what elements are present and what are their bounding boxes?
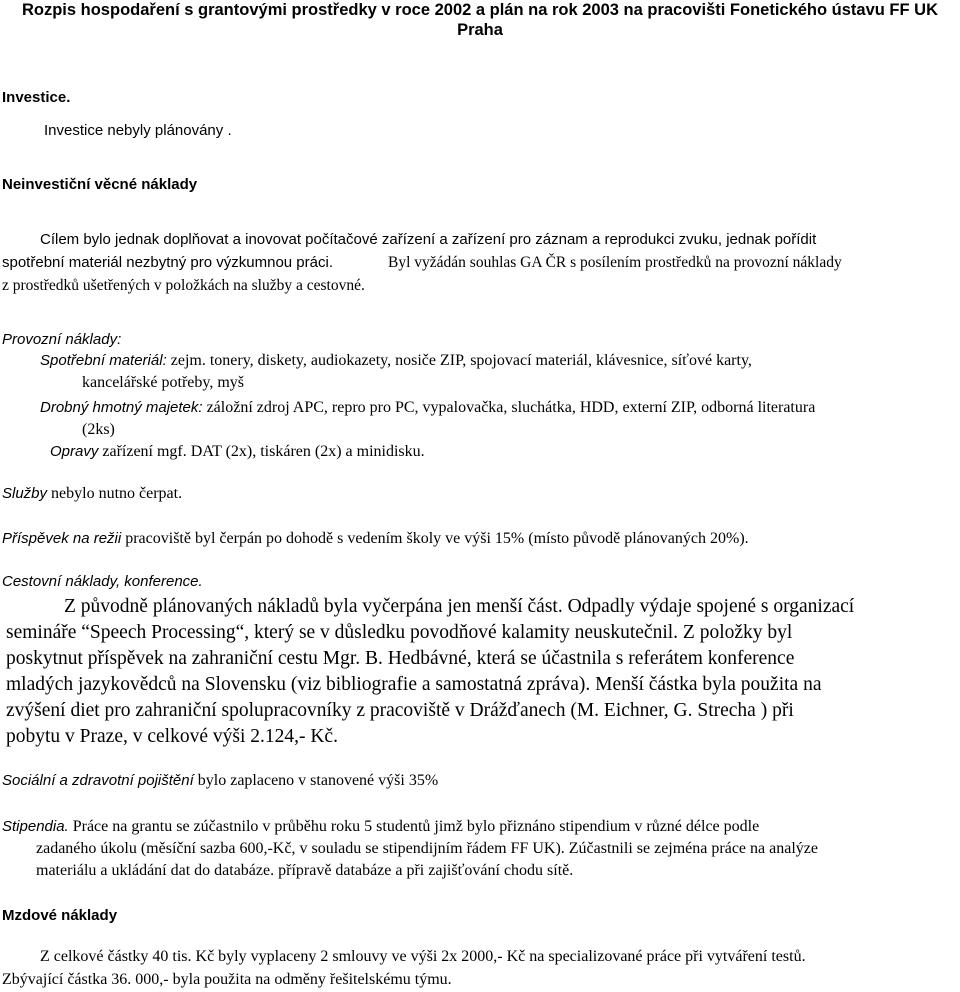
sluzby-text: nebylo nutno čerpat. [47,485,183,502]
provozni-heading: Provozní náklady: [2,331,122,348]
stipendia-row [2,817,759,837]
cestovni-line-4: mladých jazykovědců na Slovensku (viz bibliografie a samostatná zpráva). Menší částka byla použita na [6,674,822,695]
document-title: Rozpis hospodaření s grantovými prostředky v roce 2002 a plán na rok 2003 na pracovišti Fonetického ústavu FF UK [21,1,939,19]
cestovni-line-1: Z původně plánovaných nákladů byla vyčerpána jen menší část. Odpadly výdaje spojené s organizací [64,596,855,617]
neinvesticni-p1-line3: z prostředků ušetřených v položkách na služby a cestovné. [2,277,365,294]
cestovni-line-2: semináře “Speech Processing“, který se v důsledku povodňové kalamity neuskutečnil. Z položky byl [6,622,793,643]
mzdove-line2: Zbývající částka 36. 000,- byla použita na odměny řešitelskému týmu. [2,971,452,988]
socialni-row [2,771,438,791]
neinvesticni-heading: Neinvestiční věcné náklady [2,176,198,193]
neinvesticni-p1-line1: Cílem bylo jednak doplňovat a inovovat počítačové zařízení a zařízení pro záznam a reprodukci zvuku, jednak pořídit [40,231,817,248]
opravy-row [50,442,425,462]
mzdove-line1: Z celkové částky 40 tis. Kč byly vyplaceny 2 smlouvy ve výši 2x 2000,- Kč na specializované práce při vytváření testů. [40,948,806,965]
prispevek-row [2,529,749,549]
neinvesticni-p1-line2a: spotřební materiál nezbytný pro výzkumnou práci. [2,254,333,271]
sluzby-row [2,484,182,504]
cestovni-heading: Cestovní náklady, konference. [2,573,203,590]
cestovni-line-6: pobytu v Praze, v celkové výši 2.124,- Kč. [6,726,338,747]
neinvesticni-p1-line2b: Byl vyžádán souhlas GA ČR s posílením prostředků na provozní náklady [388,254,842,271]
drobny-row [40,398,815,418]
spotrebni-label: Spotřební materiál: [40,352,167,369]
spotrebni-text2: kancelářské potřeby, myš [82,374,245,391]
drobny-text: záložní zdroj APC, repro pro PC, vypalovačka, sluchátka, HDD, externí ZIP, odborná literatura [206,399,816,416]
cestovni-line-3: poskytnut příspěvek na zahraniční cestu Mgr. B. Hedbávné, která se účastnila s referátem konference [6,648,795,669]
document-title-line2: Praha [457,21,503,39]
cestovni-line-5: zvýšení diet pro zahraniční spolupracovníky z pracoviště v Drážďanech (M. Eichner, G. Strecha ) při [6,700,794,721]
stipendia-label: Stipendia. [2,818,69,835]
spotrebni-row [40,351,752,371]
socialni-text: bylo zaplaceno v stanovené výši 35% [193,772,439,789]
drobny-label: Drobný hmotný majetek: [40,399,203,416]
stipendia-line2: zadaného úkolu (měsíční sazba 600,-Kč, v souladu se stipendijním řádem FF UK). Zúčastnili se zejména práce na analýze [36,840,818,857]
investice-text: Investice nebyly plánovány . [44,122,232,139]
mzdove-heading: Mzdové náklady [2,907,118,924]
prispevek-label: Příspěvek na režii [2,530,122,547]
socialni-label: Sociální a zdravotní pojištění [2,772,194,789]
opravy-label: Opravy [50,443,99,460]
investice-heading: Investice. [2,89,71,106]
spotrebni-text: zejm. tonery, diskety, audiokazety, nosiče ZIP, spojovací materiál, klávesnice, síťové karty, [170,352,752,369]
prispevek-text: pracoviště byl čerpán po dohodě s vedením školy ve výši 15% (místo původě plánovaných 20%). [121,530,749,547]
stipendia-line1: Práce na grantu se zúčastnilo v průběhu roku 5 studentů jimž bylo přiznáno stipendium v různé délce podle [68,818,760,835]
opravy-text: zařízení mgf. DAT (2x), tiskáren (2x) a minidisku. [102,443,425,460]
drobny-text2: (2ks) [82,421,115,438]
stipendia-line3: materiálu a ukládání dat do databáze. přípravě databáze a při zajišťování chodu sítě. [36,862,574,879]
sluzby-label: Služby [2,485,48,502]
